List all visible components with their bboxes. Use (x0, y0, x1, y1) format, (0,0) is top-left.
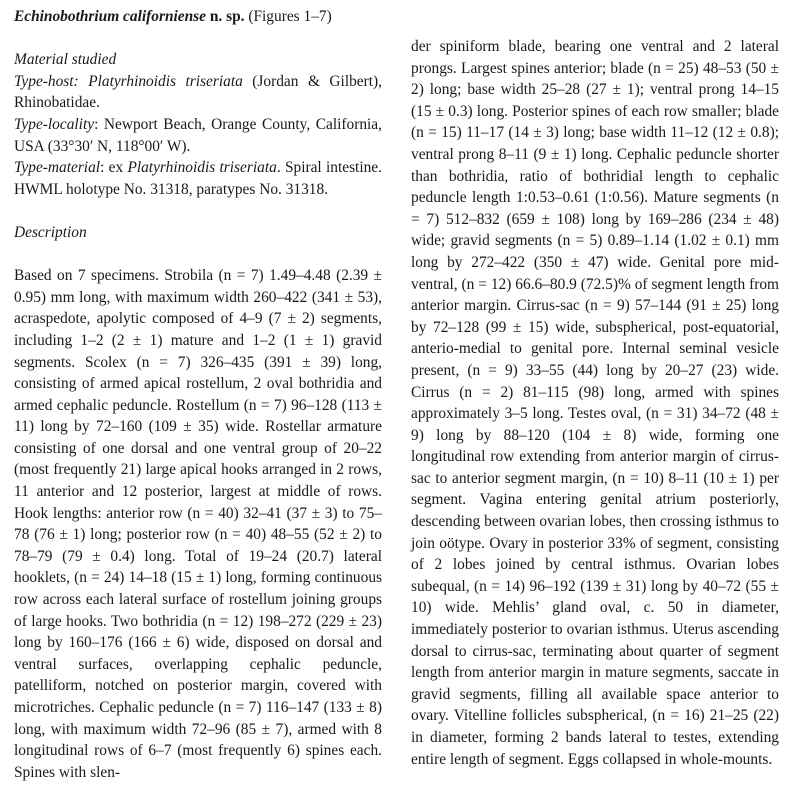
species-title (14, 6, 382, 28)
type-locality-text: : Newport Beach, Orange County, California, USA (33°30′ N, 118°00′ W). (14, 115, 382, 155)
type-host-line (14, 71, 382, 114)
type-material-label: Type-material (14, 159, 101, 177)
type-material-rest: . Spiral intestine. HWML holotype No. 31318, paratypes No. 31318. (14, 159, 382, 198)
type-locality-label: Type-locality (14, 115, 95, 133)
description-paragraph-left: Based on 7 specimens. Strobila (n = 7) 1.49–4.48 (2.39 ± 0.95) mm long, with maximum width 260–422 (341 ± 53), acraspedote, apolytic composed of 4–9 (7 ± 2) segments, including 1–2 (2 ± 1) mature and 1–2 (1 ± 1) gravid segments. Scolex (n = 7) 326–435 (391 ± 39) long, consisting of armed apical rostellum, 2 oval bothridia and armed cephalic peduncle. Rostellum (n = 7) 96–128 (113 ± 11) long by 72–160 (109 ± 35) wide. Rostellar armature consisting of one dorsal and one ventral group of 20–22 (most frequently 21) large apical hooks arranged in 2 rows, 11 anterior and 12 posterior, largest at middle of rows. Hook lengths: anterior row (n = 40) 32–41 (37 ± 3) to 75–78 (76 ± 1) long; posterior row (n = 40) 48–55 (52 ± 2) to 78–79 (79 ± 0.4) long. Total of 19–24 (20.7) lateral hooklets, (n = 24) 14–18 (15 ± 1) long, forming continuous row across each lateral surface of rostellum joining groups of large hooks. Two bothridia (n = 12) 198–272 (229 ± 23) long by 160–176 (166 ± 6) wide, disposed on dorsal and ventral surfaces, overlapping cephalic peduncle, patelliform, notched on posterior margin, covered with microtriches. Cephalic peduncle (n = 7) 116–147 (133 ± 8) long, with maximum width 72–96 (85 ± 7), armed with 8 longitudinal rows of 6–7 (most frequently 6) spines each. Spines with slen- (14, 267, 382, 781)
description-paragraph-right: der spiniform blade, bearing one ventral and 2 lateral prongs. Largest spines anterior; blade (n = 25) 48–53 (50 ± 2) long; base width 25–28 (27 ± 1); ventral prong 14–15 (15 ± 0.3) long. Posterior spines of each row smaller; blade (n = 15) 11–17 (14 ± 3) long; base width 11–12 (12 ± 0.8); ventral prong 8–11 (9 ± 1) long. Cephalic peduncle shorter than bothridia, ratio of bothridial length to cephalic peduncle length 1:0.53–0.61 (1:0.56). Mature segments (n = 7) 512–832 (659 ± 108) long by 169–286 (234 ± 48) wide; gravid segments (n = 5) 0.89–1.14 (1.02 ± 0.1) mm long by 272–422 (350 ± 47) wide. Genital pore mid-ventral, (n = 12) 66.6–80.9 (72.5)% of segment length from anterior margin. Cirrus-sac (n = 9) 57–144 (91 ± 25) long by 72–128 (99 ± 15) wide, subspherical, post-equatorial, anterio-medial to genital pore. Internal seminal vesicle present, (n = 9) 33–55 (44) long by 20–27 (23) wide. Cirrus (n = 2) 81–115 (98) long, armed with spines approximately 3–5 long. Testes oval, (n = 31) 34–72 (48 ± 9) long by 88–120 (104 ± 8) wide, forming one longitudinal row extending from anterior margin of cirrus-sac to anterior segment margin, (n = 10) 8–11 (10 ± 1) per segment. Vagina entering genital atrium posteriorly, descending between ovarian lobes, then crossing isthmus to join oötype. Ovary in posterior 33% of segment, consisting of 2 lobes joined by central isthmus. Ovarian lobes subequal, (n = 14) 96–192 (139 ± 31) long by 40–72 (55 ± 10) wide. Mehlis’ gland oval, c. 50 in diameter, immediately posterior to ovarian isthmus. Uterus ascending dorsal to cirrus-sac, terminating about quarter of segment length from anterior margin in mature segments, saccate in gravid segments, filling all available space anterior to ovary. Vitelline follicles subspherical, (n = 16) 21–25 (22) in diameter, forming 2 bands lateral to testes, extending entire length of segment. Eggs collapsed in whole-mounts. (411, 38, 779, 768)
figures-reference: (Figures 1–7) (244, 8, 332, 25)
type-material-pre: : ex (100, 159, 128, 177)
type-material-species: Platyrhinoidis triseriata (127, 159, 277, 177)
right-column (411, 0, 779, 770)
material-heading: Material studied (14, 51, 117, 69)
section-spacer (14, 200, 382, 222)
type-host-species: Platyrhinoidis triseriata (88, 72, 243, 90)
new-species-marker: n. sp. (206, 8, 245, 25)
type-material-line (14, 157, 382, 200)
type-host-rest: (Jordan & Gilbert), Rhinobatidae. (14, 72, 382, 112)
type-host-label: Type-host: (14, 72, 79, 90)
species-name: Echinobothrium californiense (14, 8, 206, 25)
description-heading: Description (14, 223, 87, 241)
type-locality-line (14, 114, 382, 157)
left-column (14, 0, 382, 783)
section-spacer (14, 244, 382, 266)
